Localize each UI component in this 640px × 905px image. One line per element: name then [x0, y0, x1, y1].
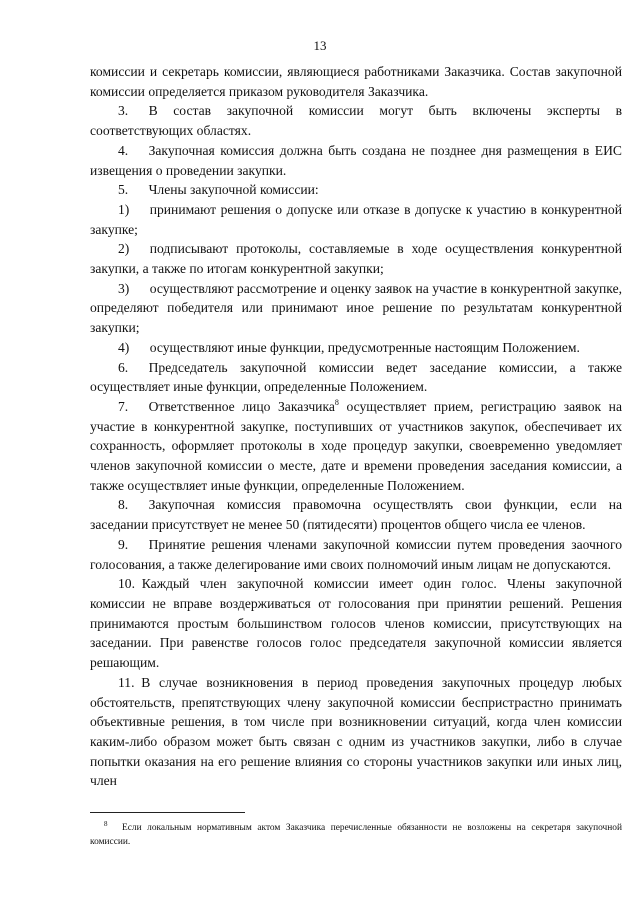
paragraph-9: 9. Принятие решения членами закупочной комиссии путем проведения заочного голосования, а также делегирование ими своих полномочий иным лицам не допускаются. [90, 536, 622, 572]
paragraph-8: 8. Закупочная комиссия правомочна осуществлять свои функции, если на заседании присутствует не менее 50 (пятидесяти) процентов общего числа ее членов. [90, 497, 622, 533]
footnote-separator [90, 812, 245, 813]
document-body [90, 62, 622, 791]
paragraph-1-continuation: комиссии и секретарь комиссии, являющиеся работниками Заказчика. Состав закупочной комиссии определяется приказом руководителя Заказчика. [90, 64, 622, 99]
page-number: 13 [313, 38, 327, 53]
list-item-1: 1) принимают решения о допуске или отказе в допуске к участию в конкурентной закупке; [90, 201, 622, 237]
footnote-reference[interactable]: 8 [334, 397, 339, 407]
paragraph-11: 11. В случае возникновения в период проведения закупочных процедур любых обстоятельств, препятствующих члену закупочной комиссии беспристрастно принимать объективные решения, в том числе при возникновении ситуаций, когда член комиссии каким-либо образом может быть связан с одним из участников закупки, либо в случае попытки оказания на его решение влияния со стороны участников закупки или иных лиц, член [90, 674, 622, 789]
footnote [90, 821, 622, 849]
paragraph-10: 10. Каждый член закупочной комиссии имеет один голос. Члены закупочной комиссии не вправе воздерживаться от голосования при принятии решений. Решения принимаются простым большинством голосов членов комиссии, присутствующих на заседании. При равенстве голосов голос председателя закупочной комиссии является решающим. [90, 576, 622, 671]
paragraph-4: 4. Закупочная комиссия должна быть создана не позднее дня размещения в ЕИС извещения о проведении закупки. [90, 142, 622, 178]
paragraph-6: 6. Председатель закупочной комиссии ведет заседание комиссии, а также осуществляет иные функции, определенные Положением. [90, 359, 622, 395]
paragraph-3: 3. В состав закупочной комиссии могут быть включены эксперты в соответствующих областях. [90, 103, 622, 139]
list-item-3: 3) осуществляют рассмотрение и оценку заявок на участие в конкурентной закупке, определяют победителя или принимают иное решение по результатам конкурентной закупки; [90, 280, 622, 336]
list-item-2: 2) подписывают протоколы, составляемые в ходе осуществления конкурентной закупки, а также по итогам конкурентной закупки; [90, 241, 622, 277]
paragraph-7 [90, 397, 622, 496]
paragraph-7-start: 7. Ответственное лицо Заказчика [118, 398, 335, 414]
footnote-text: Если локальным нормативным актом Заказчика перечисленные обязанности не возложены на секретаря закупочной комиссии. [90, 823, 622, 847]
paragraph-5: 5. Члены закупочной комиссии: [118, 182, 319, 198]
list-item-4: 4) осуществляют иные функции, предусмотренные настоящим Положением. [118, 339, 580, 355]
footnote-mark: 8 [104, 820, 108, 828]
paragraph-7-rest: осуществляет прием, регистрацию заявок на участие в конкурентной закупке, поступивших от участников закупок, обеспечивает их сохранность, оформляет протоколы в ходе процедур закупки, своевременно уведомляет членов закупочной комиссии о месте, дате и времени проведения заседания комиссии, а также осуществляет иные функции, определенные Положением. [90, 398, 622, 493]
footnote-mark-wrap [90, 821, 122, 835]
